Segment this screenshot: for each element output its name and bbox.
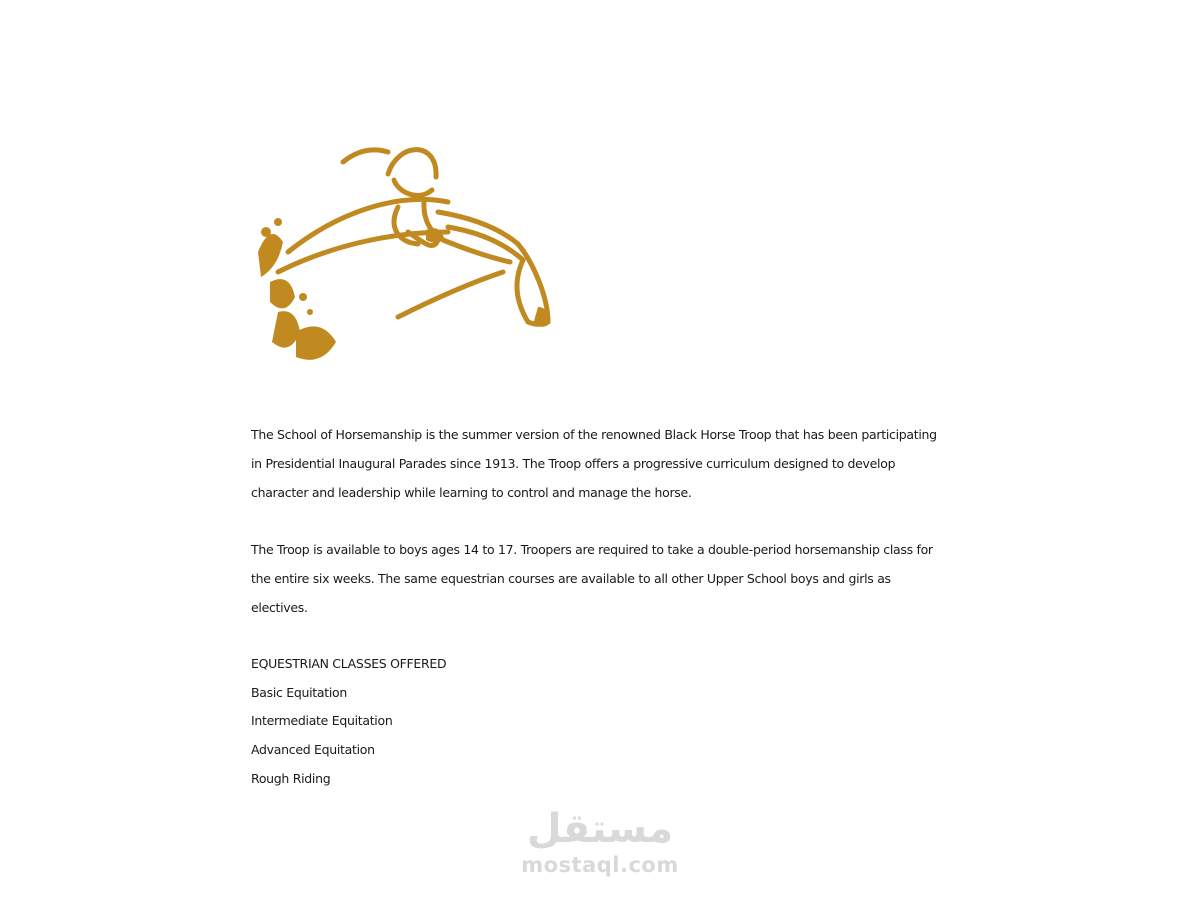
mostaql-watermark bbox=[520, 805, 680, 890]
horse-rider-logo bbox=[248, 132, 558, 377]
paragraph-spacer bbox=[251, 507, 951, 535]
intro-paragraph-1: The School of Horsemanship is the summer version of the renowned Black Horse Troop that has been participating in Presidential Inaugural Parades since 1913. The Troop offers a progressive curriculum designed to develop character and leadership while learning to control and manage the horse. bbox=[251, 427, 937, 500]
classes-heading: EQUESTRIAN CLASSES OFFERED bbox=[251, 656, 447, 671]
horse-rider-logo-graphic bbox=[248, 132, 558, 377]
class-item-basic: Basic Equitation bbox=[251, 684, 347, 700]
class-item-intermediate: Intermediate Equitation bbox=[251, 713, 393, 729]
watermark-latin: mostaql.com bbox=[521, 853, 679, 877]
watermark-arabic: مستقل bbox=[526, 806, 674, 852]
main-content bbox=[251, 420, 951, 794]
intro-paragraph-2: The Troop is available to boys ages 14 to 17. Troopers are required to take a double-period horsemanship class for the entire six weeks. The same equestrian courses are available to all other Upper School boys and girls as electives. bbox=[251, 542, 933, 615]
class-item-advanced: Advanced Equitation bbox=[251, 742, 375, 758]
class-item-rough-riding: Rough Riding bbox=[251, 770, 331, 786]
classes-list bbox=[251, 650, 951, 794]
